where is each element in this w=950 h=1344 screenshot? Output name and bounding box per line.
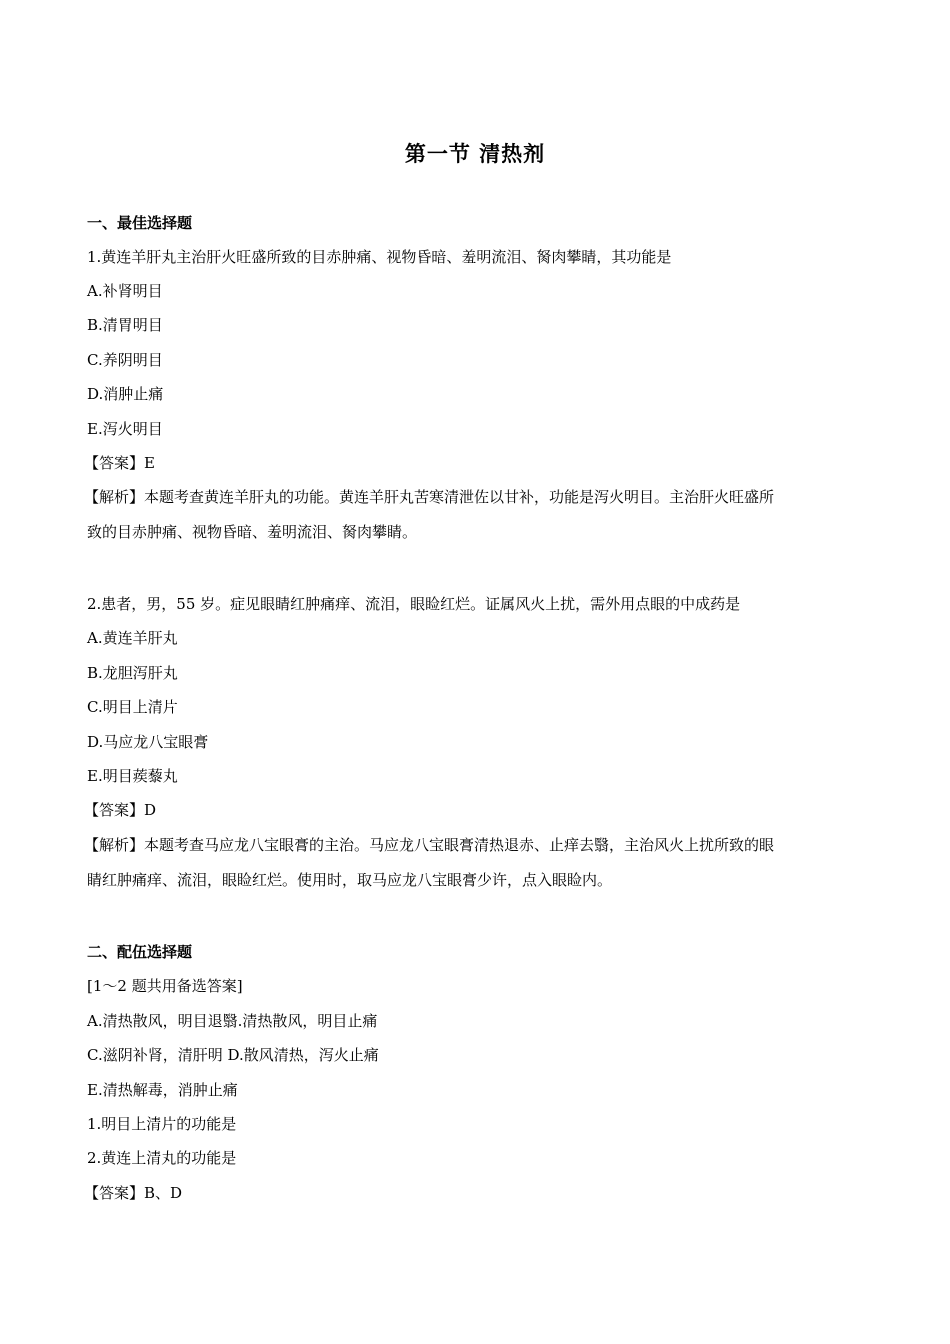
question-1-answer <box>84 453 155 473</box>
matching-question-2: 2.黄连上清丸的功能是 <box>87 1149 237 1167</box>
shared-options-note: [1～2 题共用备选答案] <box>87 977 243 995</box>
answer-label: 【答案】 <box>84 454 145 472</box>
question-1-stem: 1.黄连羊肝丸主治肝火旺盛所致的目赤肿痛、视物昏暗、羞明流泪、胬肉攀睛，其功能是 <box>87 248 672 266</box>
matching-question-1: 1.明目上清片的功能是 <box>87 1115 237 1133</box>
question-1-option-b: B.清胃明目 <box>87 316 163 334</box>
shared-option-line-2: C.滋阴补肾，清肝明 D.散风清热，泻火止痛 <box>87 1046 379 1064</box>
page-title: 第一节 清热剂 <box>404 142 546 166</box>
question-1-option-c: C.养阴明目 <box>87 351 163 369</box>
question-1-analysis-line-2: 致的目赤肿痛、视物昏暗、羞明流泪、胬肉攀睛。 <box>87 523 418 541</box>
answer-value: B、D <box>144 1184 183 1202</box>
section-heading-best-choice: 一、最佳选择题 <box>87 214 193 232</box>
question-2-option-b: B.龙胆泻肝丸 <box>87 664 178 682</box>
answer-value: D <box>144 801 157 819</box>
question-2-option-c: C.明目上清片 <box>87 698 178 716</box>
question-2-analysis-line-2: 睛红肿痛痒、流泪，眼睑红烂。使用时，取马应龙八宝眼膏少许，点入眼睑内。 <box>87 871 613 889</box>
analysis-label: 【解析】 <box>84 836 145 854</box>
analysis-text: 本题考查马应龙八宝眼膏的主治。马应龙八宝眼膏清热退赤、止痒去翳，主治风火上扰所致的眼 <box>144 836 775 854</box>
question-2-option-e: E.明目蒺藜丸 <box>87 767 178 785</box>
section-heading-matching: 二、配伍选择题 <box>87 943 193 961</box>
matching-answer <box>84 1183 182 1203</box>
shared-option-line-1: A.清热散风，明目退翳.清热散风，明目止痛 <box>87 1012 378 1030</box>
question-2-answer <box>84 800 156 820</box>
answer-value: E <box>144 454 155 472</box>
question-1-option-d: D.消肿止痛 <box>87 385 164 403</box>
answer-label: 【答案】 <box>84 1184 145 1202</box>
question-1-option-a: A.补肾明目 <box>87 282 163 300</box>
analysis-label: 【解析】 <box>84 488 145 506</box>
analysis-text: 本题考查黄连羊肝丸的功能。黄连羊肝丸苦寒清泄佐以甘补，功能是泻火明目。主治肝火旺盛所 <box>144 488 775 506</box>
question-1-analysis-line-1 <box>84 487 774 507</box>
question-2-option-d: D.马应龙八宝眼膏 <box>87 733 209 751</box>
question-1-option-e: E.泻火明目 <box>87 420 163 438</box>
shared-option-line-3: E.清热解毒，消肿止痛 <box>87 1081 238 1099</box>
question-2-stem: 2.患者，男，55 岁。症见眼睛红肿痛痒、流泪，眼睑红烂。证属风火上扰，需外用点眼的中成药是 <box>87 595 741 613</box>
question-2-analysis-line-1 <box>84 835 774 855</box>
question-2-option-a: A.黄连羊肝丸 <box>87 629 178 647</box>
answer-label: 【答案】 <box>84 801 145 819</box>
